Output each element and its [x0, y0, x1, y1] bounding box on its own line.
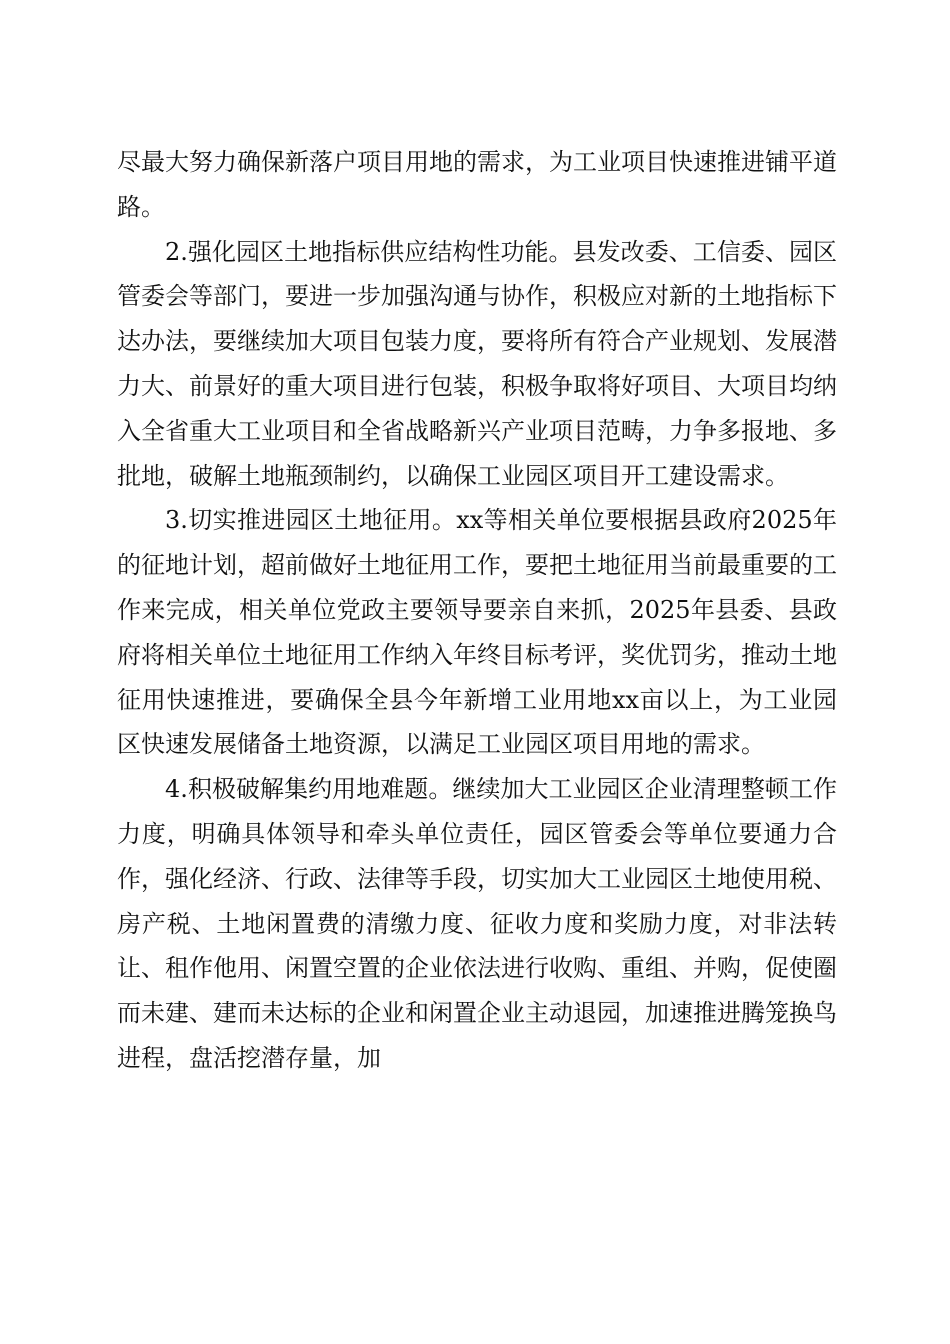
document-body [117, 140, 837, 1081]
paragraph-item-2: 2.强化园区土地指标供应结构性功能。县发改委、工信委、园区管委会等部门，要进一步加强沟通与协作，积极应对新的土地指标下达办法，要继续加大项目包装力度，要将所有符合产业规划、发展潜力大、前景好的重大项目进行包装，积极争取将好项目、大项目均纳入全省重大工业项目和全省战略新兴产业项目范畴，力争多报地、多批地，破解土地瓶颈制约，以确保工业园区项目开工建设需求。 [117, 237, 837, 490]
paragraph-continuation: 尽最大努力确保新落户项目用地的需求，为工业项目快速推进铺平道路。 [117, 148, 837, 221]
paragraph-item-3: 3.切实推进园区土地征用。xx等相关单位要根据县政府2025年的征地计划，超前做好土地征用工作，要把土地征用当前最重要的工作来完成，相关单位党政主要领导要亲自来抓，2025年县委、县政府将相关单位土地征用工作纳入年终目标考评，奖优罚劣，推动土地征用快速推进，要确保全县今年新增工业用地xx亩以上，为工业园区快速发展储备土地资源，以满足工业园区项目用地的需求。 [117, 506, 837, 759]
paragraph-item-4: 4.积极破解集约用地难题。继续加大工业园区企业清理整顿工作力度，明确具体领导和牵头单位责任，园区管委会等单位要通力合作，强化经济、行政、法律等手段，切实加大工业园区土地使用税、房产税、土地闲置费的清缴力度、征收力度和奖励力度，对非法转让、租作他用、闲置空置的企业依法进行收购、重组、并购，促使圈而未建、建而未达标的企业和闲置企业主动退园，加速推进腾笼换鸟进程，盘活挖潜存量，加 [117, 775, 837, 1072]
